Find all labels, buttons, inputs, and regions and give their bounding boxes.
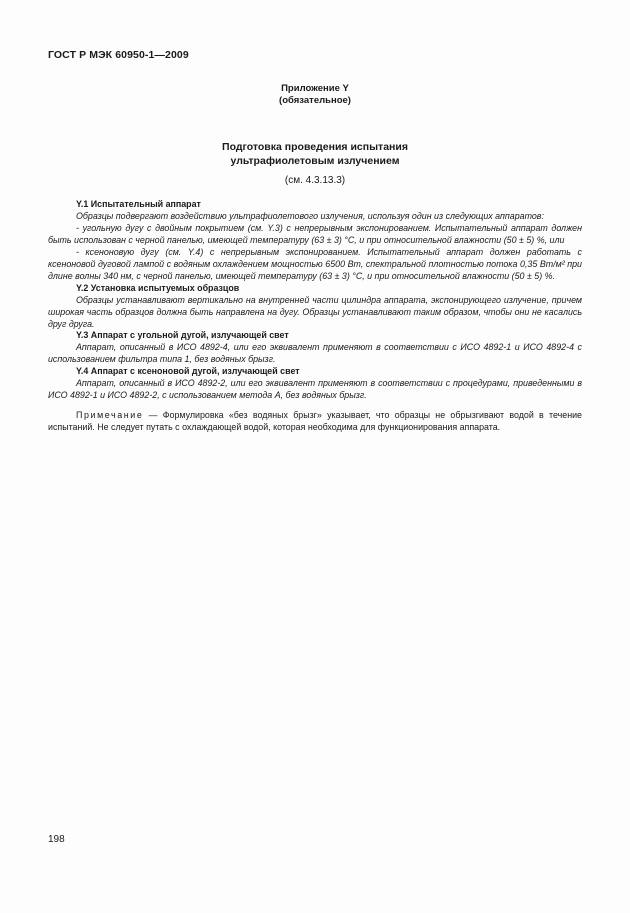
note-text: — Формулировка «без водяных брызг» указывает, что образцы не обрызгивают водой в течение испытаний. Не следует путать с охлаждающей водой, которая необходима для функционирования аппарата. [48,410,582,433]
standard-code-header: ГОСТ Р МЭК 60950-1—2009 [48,49,189,61]
section-title-line1: Подготовка проведения испытания [222,141,408,153]
note-paragraph [48,410,582,434]
y2-heading: Y.2 Установка испытуемых образцов [76,282,240,293]
y1-heading: Y.1 Испытательный аппарат [76,199,201,209]
y1-paragraph-3: - ксеноновую дугу (см. Y.4) с непрерывным экспонированием. Испытательный аппарат должен работать с ксеноновой дуговой лампой с водяным охлаждением мощностью 6500 Вт, спектральной плотностью потока 0,35 Вт/м² при длине волны 340 нм, с черной панелью, имеющей температуру (63 ± 3) °С, и при относительной влажности (50 ± 5) %. [48,246,582,281]
y2-paragraph-1: Образцы устанавливают вертикально на внутренней части цилиндра аппарата, экспонирующего излучение, причем широкая часть образцов должна быть направлена на дугу. Образцы устанавливают таким образом, чтобы они не касались друг друга. [48,294,582,329]
page-number: 198 [48,834,65,845]
section-reference: (см. 4.3.13.3) [284,175,346,186]
y4-paragraph-1: Аппарат, описанный в ИСО 4892-2, или его эквивалент применяют в соответствии с процедурами, приведенными в ИСО 4892-1 и ИСО 4892-2, с использованием метода А, без водяных брызг. [48,378,582,401]
note-label: Примечание [76,410,144,421]
section-title-line2: ультрафиолетовым излучением [230,155,400,167]
y1-paragraph-2: - угольную дугу с двойным покрытием (см. Y.3) с непрерывным экспонированием. Испытательный аппарат должен быть использован с черной панелью, имеющей температуру (63 ± 3) °С, и при относительной влажности (50 ± 5) %, или [48,222,582,245]
y1-paragraph-1: Образцы подвергают воздействию ультрафиолетового излучения, используя один из следующих аппаратов: [76,210,544,221]
y4-heading: Y.4 Аппарат с ксеноновой дугой, излучающей свет [76,366,300,377]
y3-heading: Y.3 Аппарат с угольной дугой, излучающей свет [76,330,289,341]
appendix-subtitle: (обязательное) [279,95,351,106]
y3-paragraph-1: Аппарат, описанный в ИСО 4892-4, или его эквивалент применяют в соответствии с ИСО 4892-1 и ИСО 4892-4 с использованием фильтра типа 1, без водяных брызг. [48,342,582,365]
document-body [48,199,582,434]
appendix-title: Приложение Y [281,83,349,94]
